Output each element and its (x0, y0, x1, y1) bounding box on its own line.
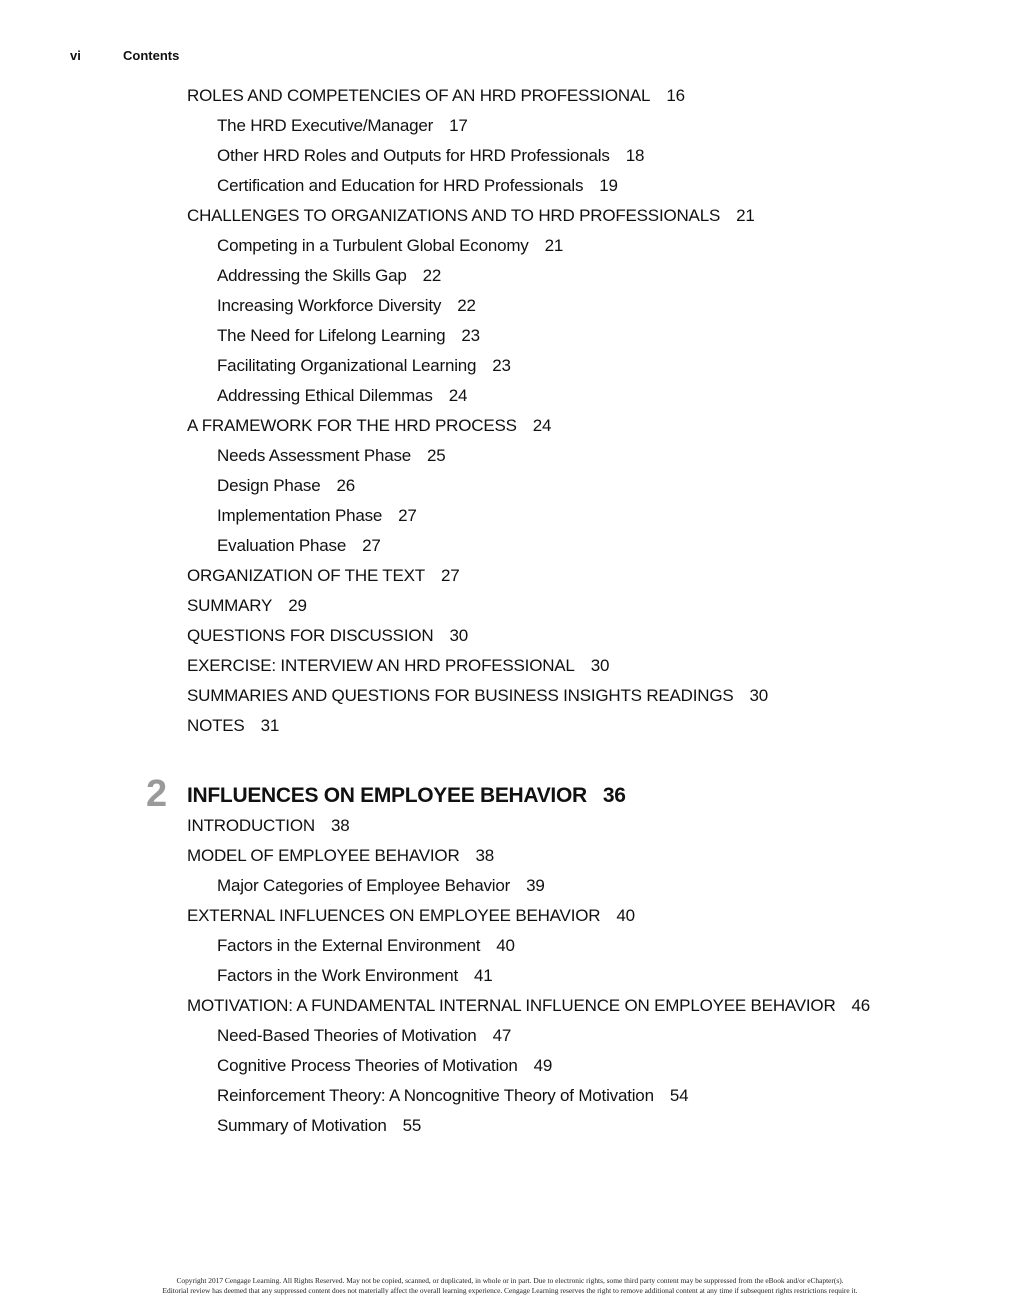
toc-entry-title: ROLES AND COMPETENCIES OF AN HRD PROFESSIONAL (187, 86, 651, 105)
chapter-title: INFLUENCES ON EMPLOYEE BEHAVIOR (187, 784, 587, 807)
toc-subentry[interactable] (187, 321, 967, 351)
toc-subentry[interactable] (187, 531, 967, 561)
toc-entry-title: Factors in the Work Environment (217, 966, 459, 985)
table-of-contents (146, 81, 967, 1141)
toc-subentry[interactable] (187, 111, 967, 141)
toc-entry-title: Factors in the External Environment (217, 936, 481, 955)
toc-entry-page: 46 (851, 996, 871, 1015)
toc-entry-title: SUMMARIES AND QUESTIONS FOR BUSINESS INSIGHTS READINGS (187, 686, 734, 705)
toc-entry-title: Needs Assessment Phase (217, 446, 412, 465)
toc-entry-page: 30 (749, 686, 769, 705)
toc-entry-page: 30 (590, 656, 610, 675)
toc-subentry[interactable] (187, 441, 967, 471)
toc-entry-title: Need-Based Theories of Motivation (217, 1026, 477, 1045)
toc-subentry[interactable] (187, 231, 967, 261)
toc-subentry[interactable] (187, 291, 967, 321)
toc-entries-chapter-1 (187, 81, 967, 741)
toc-entry-title: Competing in a Turbulent Global Economy (217, 236, 529, 255)
toc-entry-page: 49 (533, 1056, 553, 1075)
toc-entry-page: 47 (492, 1026, 512, 1045)
toc-entry[interactable] (187, 201, 967, 231)
toc-entry-page: 27 (398, 506, 417, 525)
toc-entry-page: 40 (496, 936, 515, 955)
toc-entry-page: 38 (330, 816, 350, 835)
toc-entry-page: 27 (440, 566, 460, 585)
toc-entry-page: 31 (260, 716, 280, 735)
toc-entry[interactable] (187, 811, 967, 841)
toc-entry-title: QUESTIONS FOR DISCUSSION (187, 626, 434, 645)
toc-subentry[interactable] (187, 1051, 967, 1081)
page-number: vi (70, 48, 81, 63)
toc-entry-title: Evaluation Phase (217, 536, 347, 555)
copyright-line-2: Editorial review has deemed that any suppressed content does not materially affect the overall learning experience. Cengage Learning reserves the right to remove additional content at any time if subsequent rights restrictions require it. (162, 1286, 858, 1295)
toc-entry-page: 17 (449, 116, 468, 135)
toc-entry-page: 23 (461, 326, 480, 345)
toc-subentry[interactable] (187, 171, 967, 201)
toc-entry-title: NOTES (187, 716, 245, 735)
toc-entry-page: 29 (288, 596, 307, 615)
chapter-spacer (187, 741, 967, 781)
toc-subentry[interactable] (187, 471, 967, 501)
toc-entry[interactable] (187, 901, 967, 931)
toc-entry-title: Facilitating Organizational Learning (217, 356, 477, 375)
toc-entry-title: A FRAMEWORK FOR THE HRD PROCESS (187, 416, 517, 435)
running-header (70, 48, 179, 63)
toc-entry-title: EXTERNAL INFLUENCES ON EMPLOYEE BEHAVIOR (187, 906, 601, 925)
toc-entry-page: 22 (422, 266, 442, 285)
toc-subentry[interactable] (187, 871, 967, 901)
toc-entry-title: SUMMARY (187, 596, 273, 615)
toc-entry-page: 39 (526, 876, 545, 895)
toc-subentry[interactable] (187, 381, 967, 411)
toc-entry-page: 24 (448, 386, 468, 405)
toc-entry[interactable] (187, 81, 967, 111)
toc-subentry[interactable] (187, 931, 967, 961)
toc-entry-page: 23 (492, 356, 511, 375)
toc-entry-title: MODEL OF EMPLOYEE BEHAVIOR (187, 846, 460, 865)
toc-entry-title: ORGANIZATION OF THE TEXT (187, 566, 425, 585)
toc-entry-title: Other HRD Roles and Outputs for HRD Professionals (217, 146, 610, 165)
toc-entry[interactable] (187, 621, 967, 651)
toc-entry-page: 22 (457, 296, 476, 315)
toc-entry-page: 24 (532, 416, 552, 435)
toc-entry-title: The HRD Executive/Manager (217, 116, 434, 135)
toc-subentry[interactable] (187, 141, 967, 171)
toc-subentry[interactable] (187, 351, 967, 381)
toc-entry-page: 26 (336, 476, 355, 495)
toc-entry-title: MOTIVATION: A FUNDAMENTAL INTERNAL INFLUENCE ON EMPLOYEE BEHAVIOR (187, 996, 836, 1015)
toc-entry-title: Certification and Education for HRD Professionals (217, 176, 584, 195)
chapter-number: 2 (146, 773, 168, 815)
copyright-line-1: Copyright 2017 Cengage Learning. All Rights Reserved. May not be copied, scanned, or duplicated, in whole or in part. Due to electronic rights, some third party content may be suppressed from the eBook and/or eChapter(s). (176, 1276, 844, 1285)
toc-entry-title: EXERCISE: INTERVIEW AN HRD PROFESSIONAL (187, 656, 575, 675)
chapter-page: 36 (602, 784, 626, 807)
toc-subentry[interactable] (187, 501, 967, 531)
toc-entry-title: Design Phase (217, 476, 321, 495)
toc-entry-page: 54 (669, 1086, 689, 1105)
toc-entry-page: 21 (544, 236, 564, 255)
toc-entry-title: Addressing the Skills Gap (217, 266, 407, 285)
toc-entry[interactable] (187, 411, 967, 441)
toc-entry-title: Major Categories of Employee Behavior (217, 876, 511, 895)
toc-subentry[interactable] (187, 961, 967, 991)
toc-entry-page: 55 (402, 1116, 422, 1135)
running-header-title: Contents (123, 48, 180, 63)
toc-subentry[interactable] (187, 1021, 967, 1051)
toc-entry[interactable] (187, 651, 967, 681)
toc-entry[interactable] (187, 681, 967, 711)
toc-entries-chapter-2 (187, 811, 967, 1141)
toc-entry-page: 18 (625, 146, 645, 165)
toc-subentry[interactable] (187, 261, 967, 291)
toc-entry[interactable] (187, 561, 967, 591)
toc-entry-page: 41 (474, 966, 493, 985)
toc-entry-title: Summary of Motivation (217, 1116, 387, 1135)
toc-subentry[interactable] (187, 1081, 967, 1111)
toc-entry-page: 40 (616, 906, 635, 925)
toc-entry[interactable] (187, 591, 967, 621)
toc-entry-page: 25 (427, 446, 446, 465)
toc-entry-page: 21 (736, 206, 755, 225)
toc-entry-page: 27 (362, 536, 381, 555)
toc-subentry[interactable] (187, 1111, 967, 1141)
chapter-title-text (187, 784, 626, 807)
toc-entry[interactable] (187, 991, 967, 1021)
toc-entry-page: 16 (666, 86, 685, 105)
toc-entry-title: Addressing Ethical Dilemmas (217, 386, 433, 405)
toc-entry-page: 19 (599, 176, 618, 195)
toc-entry-title: The Need for Lifelong Learning (217, 326, 446, 345)
toc-entry-page: 30 (449, 626, 468, 645)
chapter-heading[interactable] (146, 773, 967, 815)
toc-entry-title: Implementation Phase (217, 506, 383, 525)
toc-entry-title: Increasing Workforce Diversity (217, 296, 442, 315)
toc-entry-title: CHALLENGES TO ORGANIZATIONS AND TO HRD PROFESSIONALS (187, 206, 721, 225)
copyright-footer (0, 1276, 1020, 1296)
toc-entry[interactable] (187, 841, 967, 871)
toc-entry-title: INTRODUCTION (187, 816, 315, 835)
toc-entry-page: 38 (475, 846, 495, 865)
toc-entry-title: Reinforcement Theory: A Noncognitive Theory of Motivation (217, 1086, 654, 1105)
toc-entry-title: Cognitive Process Theories of Motivation (217, 1056, 518, 1075)
toc-entry[interactable] (187, 711, 967, 741)
